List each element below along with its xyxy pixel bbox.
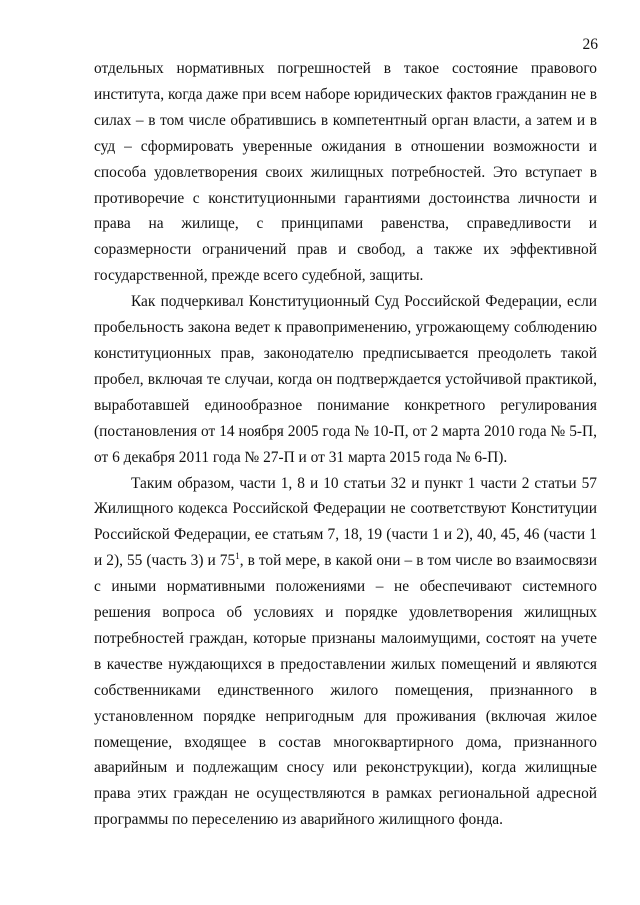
page-number: 26 xyxy=(582,36,598,53)
article-superscript: 1 xyxy=(235,551,240,562)
paragraph-2: Как подчеркивал Конституционный Суд Российской Федерации, если пробельность закона ведет к правоприменению, угрожающему соблюдению конституционных прав, законодателю предписывается преодолеть такой пробел, включая те случаи, когда он подтверждается устойчивой практикой, выработавшей единообразное понимание конкретного регулирования (постановления от 14 ноября 2005 года № 10-П, от 2 марта 2010 года № 5-П, от 6 декабря 2011 года № 27-П и от 31 марта 2015 года № 6-П). xyxy=(94,293,597,466)
paragraph-3-text-start: Таким образом, части 1, 8 и 10 статьи 32 и пункт 1 части 2 статьи 57 Жилищного кодекса Российской Федерации не соответствуют Конституции Российской Федерации, ее статьям 7, 18, 19 (части 1 и 2), 40, 45, 46 (части 1 и 2), 55 (часть 3) и 75 xyxy=(94,474,597,570)
paragraph-1: отдельных нормативных погрешностей в такое состояние правового института, когда даже при всем наборе юридических фактов гражданин не в силах – в том числе обратившись в компетентный орган власти, а затем и в суд – сформировать уверенные ожидания в отношении возможности и способа удовлетворения своих жилищных потребностей. Это вступает в противоречие с конституционными гарантиями достоинства личности и права на жилище, с принципами равенства, справедливости и соразмерности ограничений прав и свобод, а также их эффективной государственной, прежде всего судебной, защиты. xyxy=(94,60,597,285)
document-body xyxy=(94,56,597,833)
paragraph-3 xyxy=(94,471,597,834)
paragraph-3-text-end: , в той мере, в какой они – в том числе во взаимосвязи с иными нормативными положениями – не обеспечивают системного решения вопроса об условиях и порядке удовлетворения жилищных потребностей граждан, которые признаны малоимущими, состоят на учете в качестве нуждающихся в предоставлении жилых помещений и являются собственниками единственного жилого помещения, признанного в установленном порядке непригодным для проживания (включая жилое помещение, входящее в состав многоквартирного дома, признанного аварийным и подлежащим сносу или реконструкции), когда жилищные права этих граждан не осуществляются в рамках региональной адресной программы по переселению из аварийного жилищного фонда. xyxy=(94,552,597,829)
